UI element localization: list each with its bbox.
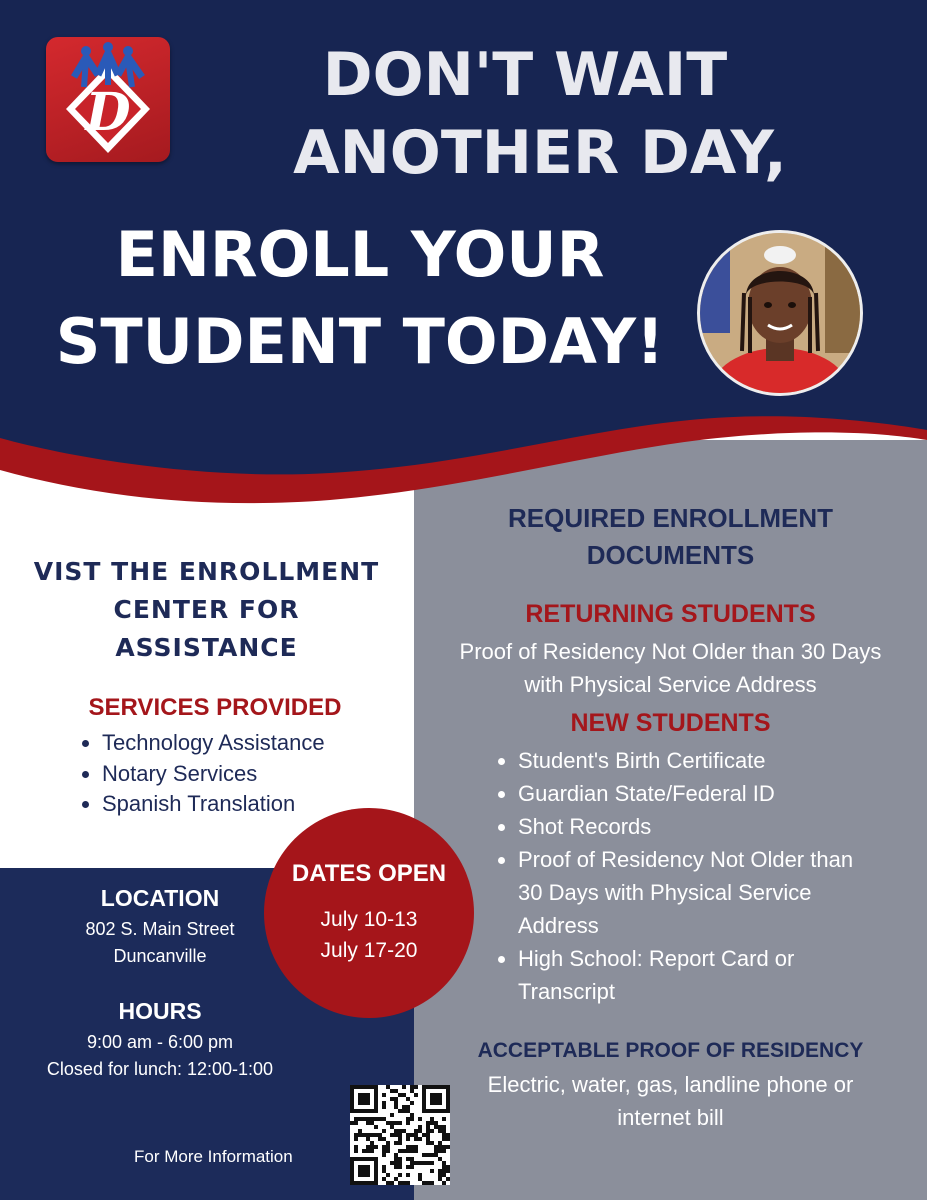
logo-letter: D [85, 82, 131, 143]
list-item: • High School: Report Card or Transcript [518, 942, 858, 1008]
acceptable-proof-text [414, 1068, 927, 1134]
hours-line-2: Closed for lunch: 12:00-1:00 [46, 1059, 274, 1079]
list-item: • Technology Assistance [102, 728, 325, 759]
returning-text-line-2: with Physical Service Address [524, 672, 817, 697]
dates-open-badge [264, 808, 474, 1018]
district-logo [46, 37, 170, 162]
student-photo-image [700, 233, 860, 393]
headline-line-2: ANOTHER DAY, [293, 118, 787, 188]
required-title-line-2: DOCUMENTS [586, 540, 755, 570]
dates-line-2: July 17-20 [320, 939, 418, 962]
location-line-2: Duncanville [113, 946, 207, 966]
headline-line-3: ENROLL YOUR [115, 218, 605, 291]
acceptable-proof-title: ACCEPTABLE PROOF OF RESIDENCY [477, 1039, 864, 1062]
district-logo-icon [46, 37, 170, 162]
visit-title-line-2: CENTER FOR [113, 595, 300, 624]
required-title-line-1: REQUIRED ENROLLMENT [508, 503, 833, 533]
hours-block [0, 998, 320, 1083]
required-documents-title [414, 500, 927, 574]
visit-title-line-3: ASSISTANCE [115, 633, 298, 662]
dates-title: DATES OPEN [291, 860, 447, 887]
proof-text-line-2: internet bill [617, 1105, 724, 1130]
proof-text-line-1: Electric, water, gas, landline phone or [487, 1072, 854, 1097]
list-item: • Notary Services [102, 759, 325, 790]
list-item: • Guardian State/Federal ID [518, 777, 898, 810]
list-item: • Shot Records [518, 810, 898, 843]
returning-students-title: RETURNING STUDENTS [525, 600, 816, 628]
visit-title-line-1: VIST THE ENROLLMENT [33, 557, 380, 586]
dates-line-1: July 10-13 [320, 908, 418, 931]
list-item: • Spanish Translation [102, 789, 325, 820]
location-line-1: 802 S. Main Street [85, 919, 235, 939]
headline-line-1: DON'T WAIT [322, 40, 728, 110]
returning-students-text [414, 635, 927, 701]
new-students-list [494, 744, 898, 1008]
returning-text-line-1: Proof of Residency Not Older than 30 Days [459, 639, 882, 664]
location-title: LOCATION [100, 885, 220, 911]
hours-title: HOURS [118, 998, 202, 1024]
headline-line-4: STUDENT TODAY! [55, 305, 665, 378]
student-photo [697, 230, 863, 396]
list-item: • Student's Birth Certificate [518, 744, 898, 777]
list-item: • Proof of Residency Not Older than 30 Days with Physical Service Address [518, 843, 858, 942]
services-title: SERVICES PROVIDED [88, 694, 342, 721]
more-info-label: For More Information [134, 1147, 293, 1166]
new-students-title: NEW STUDENTS [570, 709, 771, 737]
services-list [78, 728, 325, 820]
visit-center-title [0, 553, 413, 667]
hours-line-1: 9:00 am - 6:00 pm [86, 1032, 234, 1052]
